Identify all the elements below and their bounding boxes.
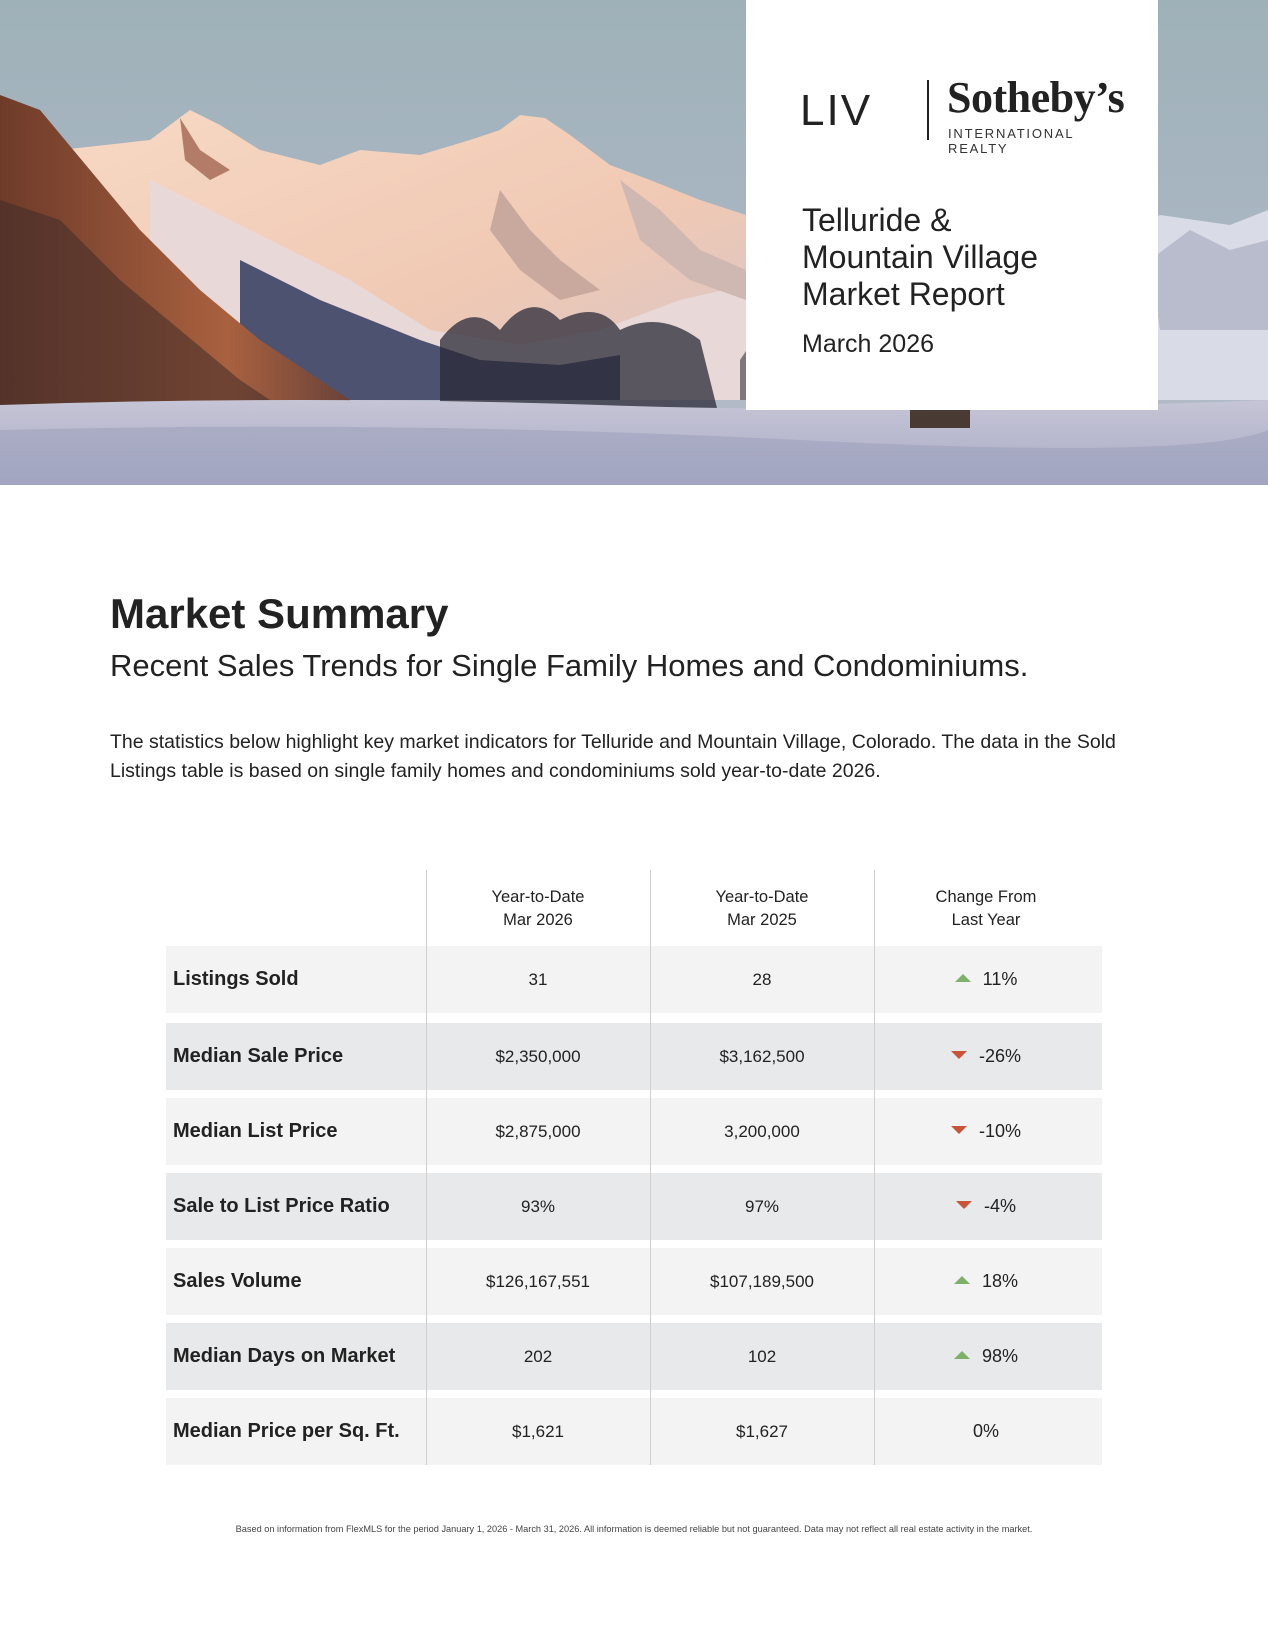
logo-liv-text: LIV bbox=[800, 86, 873, 135]
column-header-line: Mar 2026 bbox=[503, 911, 573, 929]
logo-name-text: Sotheby’s bbox=[947, 73, 1125, 122]
column-header-change bbox=[874, 886, 1098, 932]
column-divider bbox=[426, 870, 427, 1465]
logo-divider bbox=[927, 80, 929, 140]
cell-ytd-2026: 31 bbox=[528, 970, 548, 989]
report-title-line: Telluride & bbox=[802, 202, 952, 238]
table-row bbox=[166, 1398, 1102, 1465]
row-label: Median List Price bbox=[173, 1120, 338, 1142]
table-row bbox=[166, 1023, 1102, 1090]
cell-ytd-2026: $2,350,000 bbox=[495, 1047, 581, 1066]
change-value: -4% bbox=[983, 1196, 1016, 1216]
report-title bbox=[802, 202, 1142, 313]
report-title-line: Mountain Village bbox=[802, 239, 1039, 275]
column-divider bbox=[650, 870, 651, 1465]
change-value: 0% bbox=[972, 1421, 999, 1441]
hero-banner bbox=[0, 0, 1268, 485]
cell-change bbox=[874, 1098, 1098, 1165]
column-header-ytd-2025 bbox=[650, 886, 874, 932]
trend-arrow-icon bbox=[951, 1051, 967, 1059]
table-row bbox=[166, 1173, 1102, 1240]
footnote: Based on information from FlexMLS for the period January 1, 2026 - March 31, 2026. All information is deemed reliable but not guaranteed. Data may not reflect all real estate activity in the market. bbox=[235, 1524, 1033, 1534]
summary-body: The statistics below highlight key market indicators for Telluride and Mountain Village, Colorado. The data in the Sold Listings table is based on single family homes and condominiums sold year-to-date 2026. bbox=[110, 731, 1116, 782]
cell-ytd-2025: 28 bbox=[752, 970, 772, 989]
sold-listings-table bbox=[166, 870, 1102, 1465]
table-row bbox=[166, 1248, 1102, 1315]
change-value: -26% bbox=[978, 1046, 1022, 1066]
trend-arrow-icon bbox=[954, 1276, 970, 1284]
title-card bbox=[746, 0, 1158, 410]
cell-change bbox=[874, 946, 1098, 1013]
logo-subtitle-text: INTERNATIONAL REALTY bbox=[948, 126, 1074, 156]
change-value: 11% bbox=[982, 969, 1018, 989]
cell-ytd-2026: 93% bbox=[520, 1197, 556, 1216]
column-header-line: Mar 2025 bbox=[727, 911, 797, 929]
column-divider bbox=[874, 870, 875, 1465]
cell-ytd-2026: $1,621 bbox=[512, 1422, 564, 1441]
trend-arrow-icon bbox=[956, 1201, 972, 1209]
table-row bbox=[166, 1098, 1102, 1165]
trend-arrow-icon bbox=[954, 1351, 970, 1359]
cell-ytd-2026: 202 bbox=[523, 1347, 553, 1366]
trend-arrow-icon bbox=[955, 974, 971, 982]
row-label: Median Price per Sq. Ft. bbox=[173, 1420, 400, 1442]
column-header-line: Year-to-Date bbox=[715, 888, 809, 906]
cell-change bbox=[874, 1323, 1098, 1390]
column-header-line: Year-to-Date bbox=[491, 888, 585, 906]
report-title-line: Market Report bbox=[802, 276, 1005, 312]
row-label: Sale to List Price Ratio bbox=[173, 1195, 390, 1217]
row-label: Median Sale Price bbox=[173, 1045, 344, 1067]
column-header-line: Last Year bbox=[951, 911, 1021, 929]
change-value: -10% bbox=[978, 1121, 1022, 1141]
change-value: 98% bbox=[981, 1346, 1019, 1366]
sothebys-logo bbox=[800, 73, 1125, 156]
report-date: March 2026 bbox=[802, 330, 935, 358]
table-row bbox=[166, 1323, 1102, 1390]
column-header-ytd-2026 bbox=[426, 886, 650, 932]
cell-change bbox=[874, 1023, 1098, 1090]
summary-subheading: Recent Sales Trends for Single Family Homes and Condominiums. bbox=[110, 648, 1029, 683]
cell-ytd-2025: $1,627 bbox=[736, 1422, 788, 1441]
cell-ytd-2026: $2,875,000 bbox=[495, 1122, 581, 1141]
summary-heading: Market Summary bbox=[110, 590, 449, 637]
cell-ytd-2025: 102 bbox=[747, 1347, 777, 1366]
cell-ytd-2025: $107,189,500 bbox=[710, 1272, 814, 1291]
cell-change bbox=[874, 1398, 1098, 1465]
trend-arrow-icon bbox=[951, 1126, 967, 1134]
column-header-line: Change From bbox=[935, 888, 1037, 906]
cell-change bbox=[874, 1173, 1098, 1240]
cell-ytd-2025: $3,162,500 bbox=[719, 1047, 805, 1066]
row-label: Listings Sold bbox=[173, 968, 299, 990]
cell-change bbox=[874, 1248, 1098, 1315]
cell-ytd-2025: 3,200,000 bbox=[724, 1122, 800, 1141]
cell-ytd-2026: $126,167,551 bbox=[486, 1272, 590, 1291]
row-label: Sales Volume bbox=[173, 1270, 302, 1292]
table-row bbox=[166, 946, 1102, 1013]
cell-ytd-2025: 97% bbox=[744, 1197, 780, 1216]
change-value: 18% bbox=[981, 1271, 1019, 1291]
row-label: Median Days on Market bbox=[173, 1345, 396, 1367]
